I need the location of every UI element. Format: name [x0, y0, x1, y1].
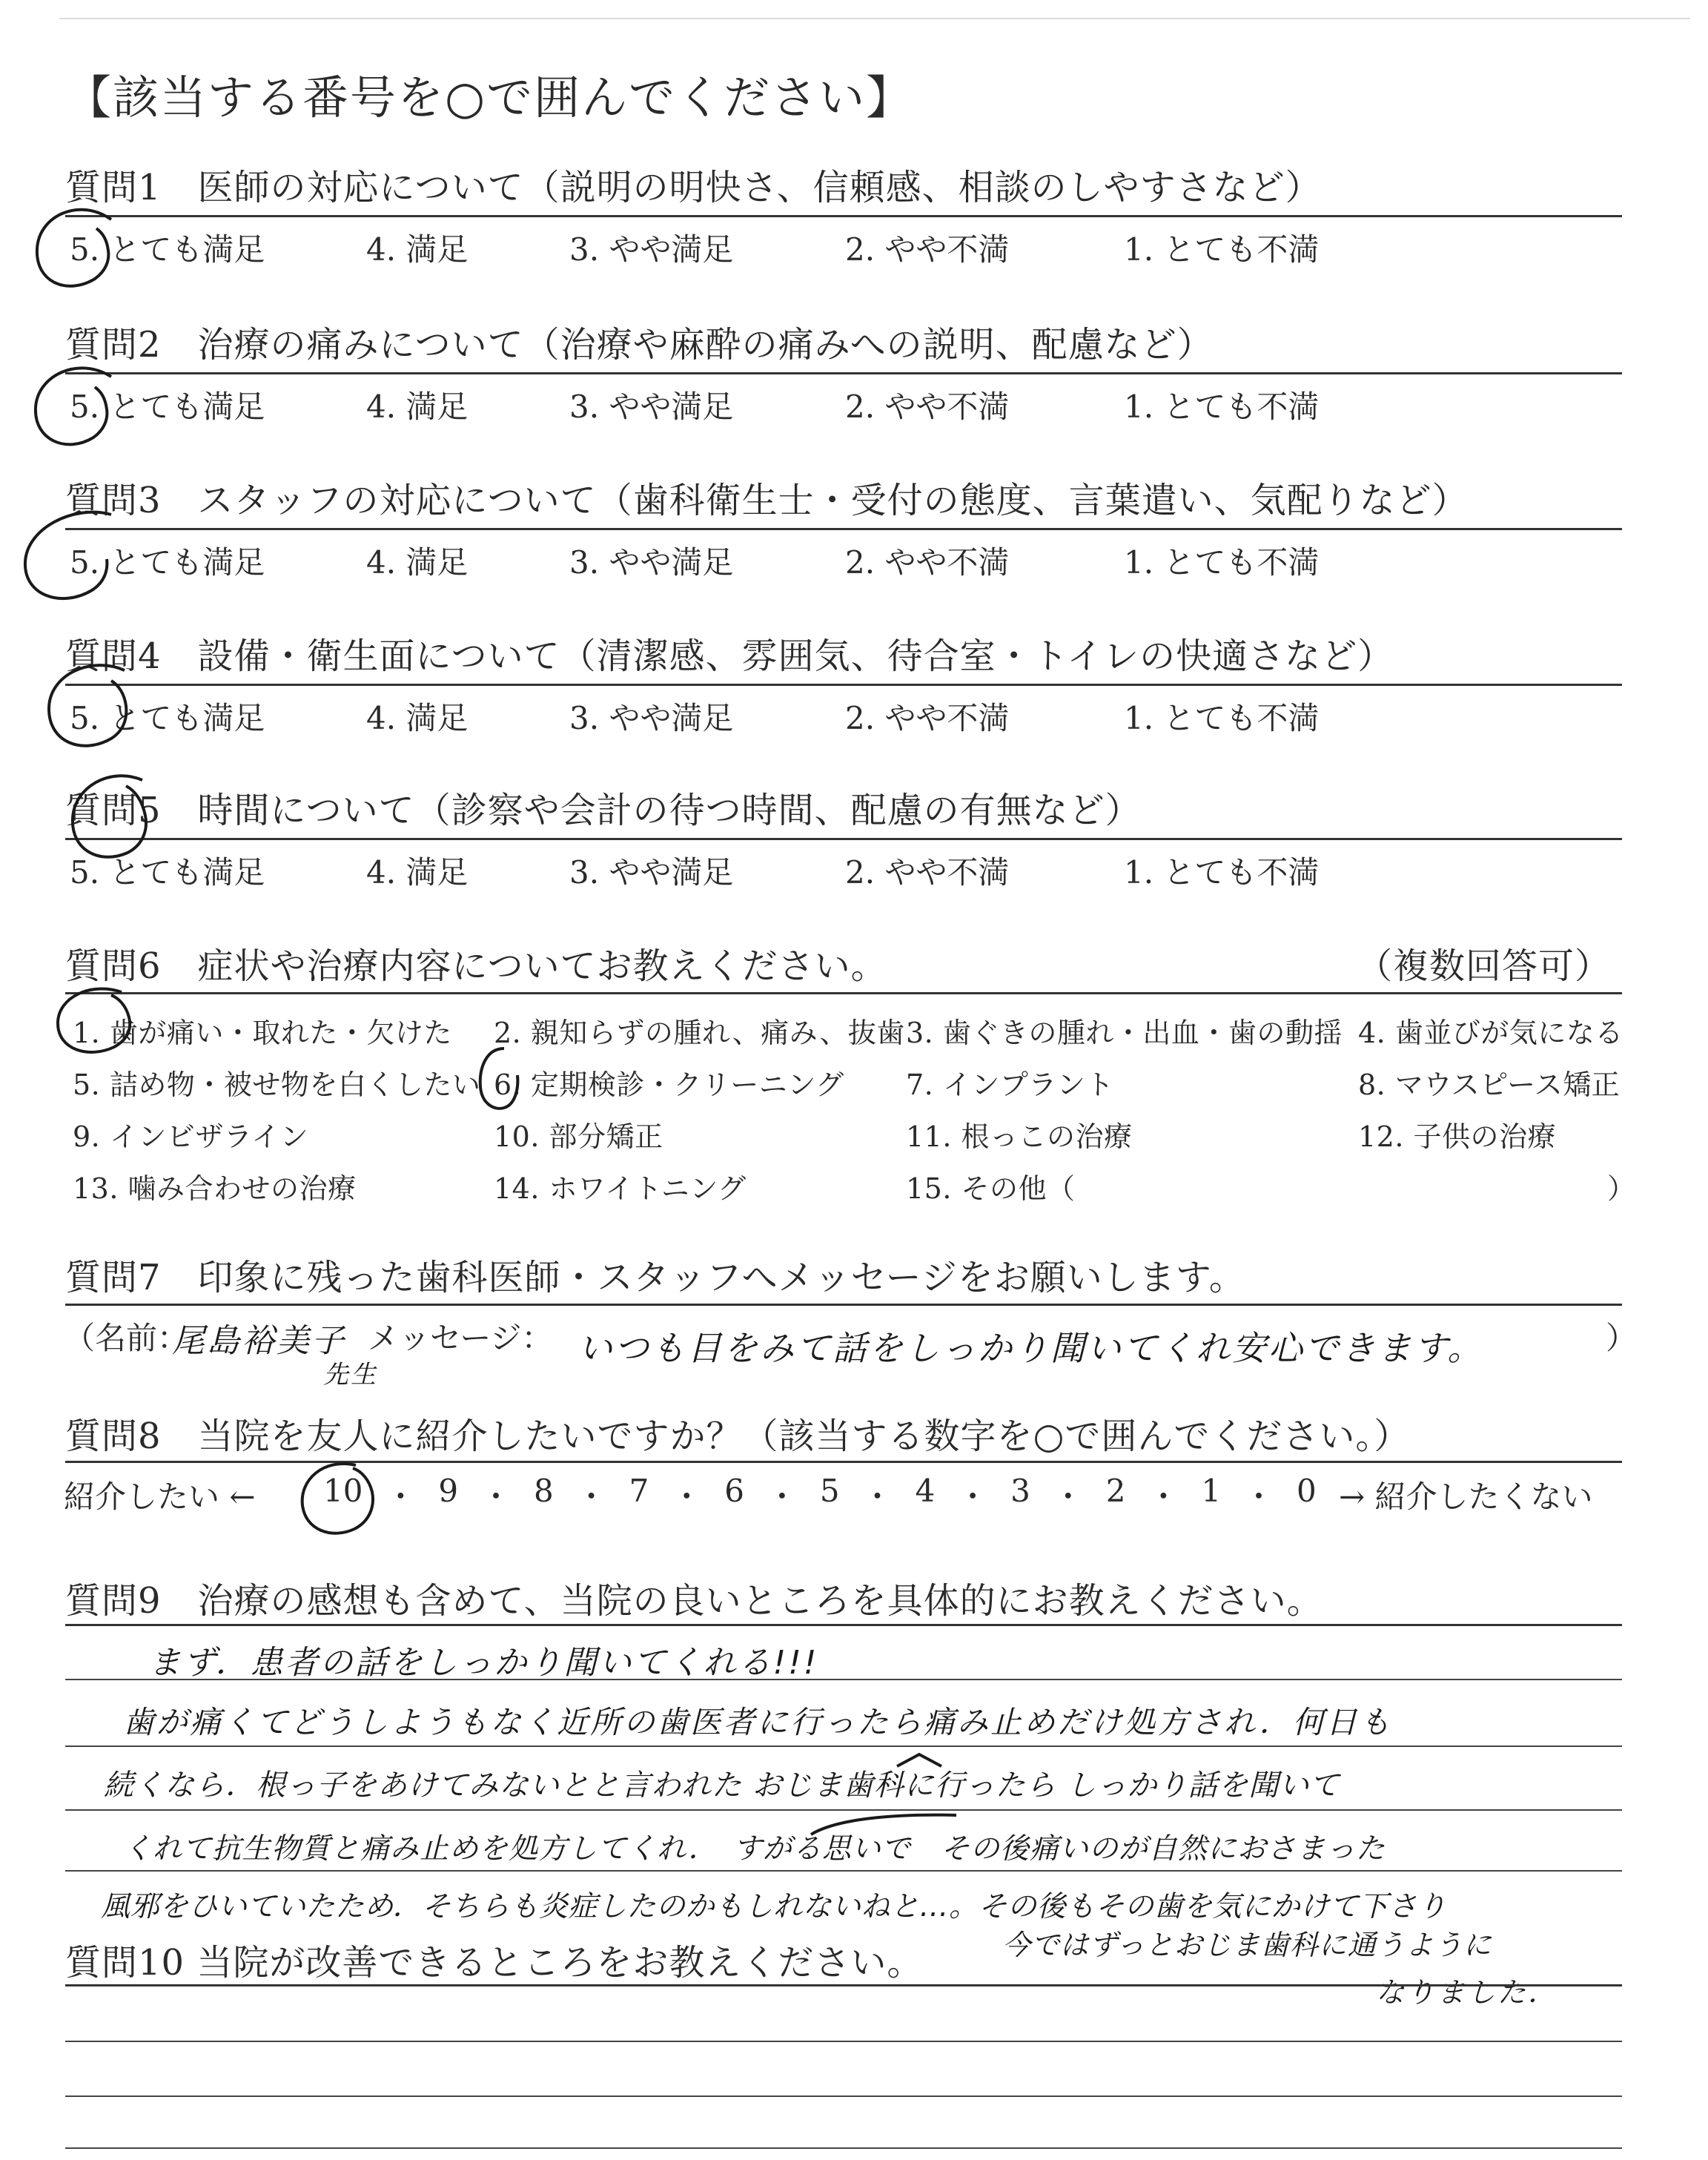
q6-option-12[interactable]: 12. 子供の治療	[1358, 1120, 1557, 1153]
q8-scale-1[interactable]: 1	[1201, 1473, 1222, 1509]
q7-close: ）	[1606, 1320, 1638, 1356]
q10-rule-2	[65, 2095, 1622, 2097]
q1-rule	[65, 215, 1622, 217]
q8-scale-9[interactable]: 9	[438, 1473, 459, 1509]
q10-overflow-line-1[interactable]: 今ではずっとおじま歯科に通うように	[1002, 1929, 1492, 1961]
q8-title: 質問8 当院を友人に紹介したいですか？（該当する数字を○で囲んでください。）	[65, 1416, 1411, 1457]
q8-scale-8[interactable]: 8	[533, 1473, 554, 1509]
q6-option-13[interactable]: 13. 噛み合わせの治療	[73, 1172, 357, 1205]
q7-name-value[interactable]: 尾島裕美子	[172, 1322, 346, 1360]
q8-scale-5[interactable]: 5	[819, 1473, 840, 1509]
q6-option-10[interactable]: 10. 部分矯正	[494, 1120, 663, 1153]
q1-option-5[interactable]: 5. とても満足	[70, 231, 265, 268]
q3-option-2[interactable]: 2. やや不満	[845, 544, 1010, 581]
q5-option-5[interactable]: 5. とても満足	[70, 854, 265, 891]
q8-right-label: → 紹介したくない	[1339, 1479, 1593, 1515]
q6-note: （複数回答可）	[1357, 945, 1612, 987]
q5-option-4[interactable]: 4. 満足	[366, 854, 469, 891]
q9-rule-3	[65, 1809, 1622, 1811]
q2-option-3[interactable]: 3. やや満足	[569, 389, 734, 425]
q7-message-label: メッセージ：	[368, 1320, 553, 1356]
q9-title: 質問9 治療の感想も含めて、当院の良いところを具体的にお教えください。	[65, 1580, 1323, 1622]
q1-option-3[interactable]: 3. やや満足	[569, 231, 734, 268]
q2-option-5[interactable]: 5. とても満足	[70, 389, 265, 425]
q1-title: 質問1 医師の対応について（説明の明快さ、信頼感、相談のしやすさなど）	[65, 167, 1322, 208]
q9-rule-4	[65, 1870, 1622, 1872]
q3-option-1[interactable]: 1. とても不満	[1124, 544, 1320, 581]
q8-scale: 10 ・ 9 ・ 8 ・ 7 ・ 6 ・ 5 ・ 4 ・ 3 ・ 2 ・ 1 ・ 0	[323, 1473, 1317, 1517]
q8-scale-4[interactable]: 4	[915, 1473, 936, 1509]
q7-rule	[65, 1304, 1622, 1306]
q8-scale-0[interactable]: 0	[1296, 1473, 1317, 1509]
q3-option-5[interactable]: 5. とても満足	[70, 544, 265, 581]
q10-rule-0	[65, 1984, 1622, 1986]
q5-option-3[interactable]: 3. やや満足	[569, 854, 734, 891]
q8-scale-6[interactable]: 6	[724, 1473, 744, 1509]
q4-option-2[interactable]: 2. やや不満	[845, 700, 1010, 736]
q9-answer-line-1[interactable]: まず．患者の話をしっかり聞いてくれる!!!	[148, 1644, 819, 1682]
q1-option-1[interactable]: 1. とても不満	[1124, 231, 1320, 268]
q6-option-9[interactable]: 9. インビザライン	[73, 1120, 309, 1153]
q1-option-2[interactable]: 2. やや不満	[845, 231, 1010, 268]
q3-title: 質問3 スタッフの対応について（歯科衛生士・受付の態度、言葉遣い、気配りなど）	[65, 480, 1469, 521]
q10-rule-1	[65, 2041, 1622, 2042]
q9-answer-line-4[interactable]: くれて抗生物質と痛み止めを処方してくれ． すがる思いで その後痛いのが自然におさまった	[123, 1832, 1386, 1866]
q8-scale-7[interactable]: 7	[629, 1473, 649, 1509]
q2-option-4[interactable]: 4. 満足	[366, 389, 469, 425]
q6-option-1[interactable]: 1. 歯が痛い・取れた・欠けた	[73, 1017, 452, 1049]
q3-option-4[interactable]: 4. 満足	[366, 544, 469, 581]
q6-option-2[interactable]: 2. 親知らずの腫れ、痛み、抜歯	[494, 1017, 905, 1049]
q7-message-value[interactable]: いつも目をみて話をしっかり聞いてくれ安心できます。	[578, 1328, 1484, 1368]
q5-title: 質問5 時間について（診察や会計の待つ時間、配慮の有無など）	[65, 790, 1142, 831]
q6-option-15-close: ）	[1607, 1172, 1636, 1205]
q2-option-1[interactable]: 1. とても不満	[1124, 389, 1320, 425]
q6-option-7[interactable]: 7. インプラント	[906, 1069, 1114, 1101]
q9-rule-0	[65, 1624, 1622, 1626]
q7-title: 質問7 印象に残った歯科医師・スタッフへメッセージをお願いします。	[65, 1257, 1245, 1298]
q9-answer-line-2[interactable]: 歯が痛くてどうしようもなく近所の歯医者に行ったら痛み止めだけ処方され．何日も	[123, 1704, 1393, 1740]
q9-rule-2	[65, 1745, 1622, 1747]
q6-option-3[interactable]: 3. 歯ぐきの腫れ・出血・歯の動揺	[906, 1017, 1343, 1049]
q6-option-6[interactable]: 6. 定期検診・クリーニング	[494, 1069, 844, 1101]
q6-option-11[interactable]: 11. 根っこの治療	[906, 1120, 1133, 1153]
q3-option-3[interactable]: 3. やや満足	[569, 544, 734, 581]
q6-option-14[interactable]: 14. ホワイトニング	[494, 1172, 747, 1205]
q2-option-2[interactable]: 2. やや不満	[845, 389, 1010, 425]
q5-option-1[interactable]: 1. とても不満	[1124, 854, 1320, 891]
q6-rule	[65, 992, 1622, 994]
q10-overflow-line-2[interactable]: なりました．	[1376, 1976, 1559, 2009]
q4-option-1[interactable]: 1. とても不満	[1124, 700, 1320, 736]
q2-title: 質問2 治療の痛みについて（治療や麻酔の痛みへの説明、配慮など）	[65, 324, 1214, 366]
q3-rule	[65, 528, 1622, 530]
q7-name-suffix: 先生	[323, 1360, 378, 1390]
q4-option-5[interactable]: 5. とても満足	[70, 700, 265, 736]
q8-scale-10[interactable]: 10	[323, 1473, 363, 1509]
q4-title: 質問4 設備・衛生面について（清潔感、雰囲気、待合室・トイレの快適さなど）	[65, 635, 1394, 677]
q8-rule	[65, 1461, 1622, 1463]
q10-rule-3	[65, 2147, 1622, 2149]
page-header: 【該当する番号を○で囲んでください】	[65, 70, 914, 125]
q10-title: 質問10 当院が改善できるところをお教えください。	[65, 1942, 924, 1984]
q6-option-5[interactable]: 5. 詰め物・被せ物を白くしたい	[73, 1069, 481, 1101]
q6-option-8[interactable]: 8. マウスピース矯正	[1358, 1069, 1621, 1101]
q6-title: 質問6 症状や治療内容についてお教えください。	[65, 945, 887, 987]
q8-scale-3[interactable]: 3	[1010, 1473, 1030, 1509]
q6-option-4[interactable]: 4. 歯並びが気になる	[1358, 1017, 1623, 1049]
q4-option-4[interactable]: 4. 満足	[366, 700, 469, 736]
q5-option-2[interactable]: 2. やや不満	[845, 854, 1010, 891]
q2-rule	[65, 372, 1622, 374]
q6-option-15[interactable]: 15. その他（	[906, 1172, 1076, 1205]
top-rule	[59, 18, 1690, 19]
q8-left-label: 紹介したい ←	[64, 1479, 256, 1515]
q5-rule	[65, 838, 1622, 840]
q8-scale-2[interactable]: 2	[1105, 1473, 1126, 1509]
q4-option-3[interactable]: 3. やや満足	[569, 700, 734, 736]
q9-answer-line-3[interactable]: 続くなら．根っ子をあけてみないとと言われた おじま歯科に行ったら しっかり話を聞いて	[104, 1768, 1340, 1803]
q9-answer-line-5[interactable]: 風邪をひいていたため．そちらも炎症したのかもしれないねと…。その後もその歯を気にかけて下さり	[101, 1890, 1447, 1923]
q7-name-label: （名前：	[64, 1320, 189, 1356]
q4-rule	[65, 684, 1622, 686]
q1-option-4[interactable]: 4. 満足	[366, 231, 469, 268]
